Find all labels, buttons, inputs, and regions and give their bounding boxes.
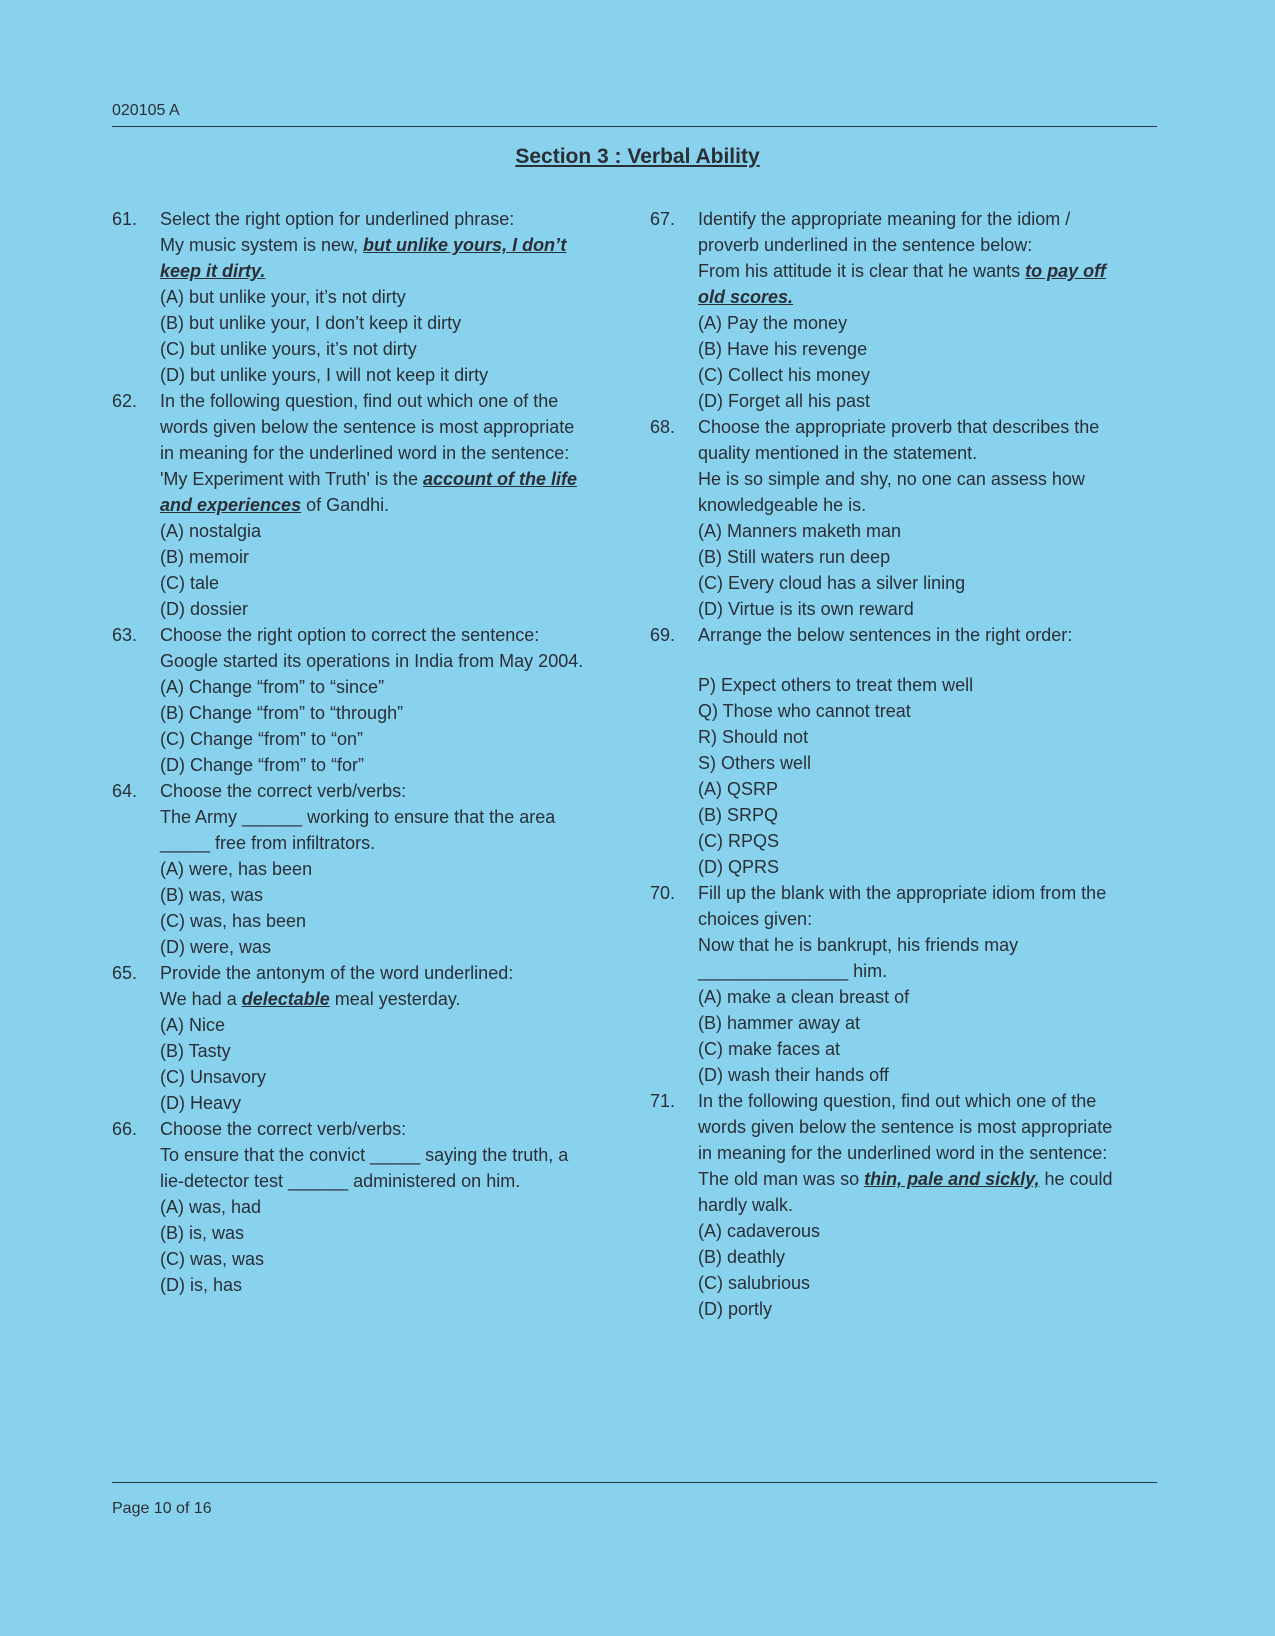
question-70 bbox=[650, 880, 1155, 1088]
question-text: Fill up the blank with the appropriate idiom from the bbox=[698, 883, 1107, 903]
question-text: Choose the correct verb/verbs: bbox=[160, 1119, 407, 1139]
option-a: (A) nostalgia bbox=[160, 521, 262, 541]
option-a: (A) but unlike your, it’s not dirty bbox=[160, 287, 406, 307]
page-number: Page 10 of 16 bbox=[112, 1500, 212, 1517]
question-text: Now that he is bankrupt, his friends may bbox=[698, 935, 1019, 955]
question-61 bbox=[112, 206, 622, 388]
question-66 bbox=[112, 1116, 622, 1298]
option-b: (B) was, was bbox=[160, 885, 264, 905]
option-a: (A) Nice bbox=[160, 1015, 226, 1035]
option-d: (D) were, was bbox=[160, 937, 272, 957]
option-c: (C) but unlike yours, it’s not dirty bbox=[160, 339, 417, 359]
question-number: 64. bbox=[112, 781, 138, 801]
question-number: 69. bbox=[650, 625, 676, 645]
option-b: (B) Tasty bbox=[160, 1041, 231, 1061]
question-number: 61. bbox=[112, 209, 138, 229]
option-b: (B) deathly bbox=[698, 1247, 786, 1267]
option-c: (C) was, was bbox=[160, 1249, 265, 1269]
option-c: (C) was, has been bbox=[160, 911, 307, 931]
question-text: _______________ him. bbox=[698, 961, 888, 981]
question-text bbox=[160, 986, 622, 1012]
question-text: Choose the appropriate proverb that describes the bbox=[698, 417, 1100, 437]
question-text bbox=[160, 492, 622, 518]
question-number: 70. bbox=[650, 883, 676, 903]
question-text bbox=[698, 258, 1155, 284]
question-text: In the following question, find out which one of the bbox=[160, 391, 559, 411]
option-b: (B) but unlike your, I don’t keep it dirty bbox=[160, 313, 462, 333]
question-text: Choose the right option to correct the sentence: bbox=[160, 625, 540, 645]
question-text: To ensure that the convict _____ saying the truth, a bbox=[160, 1145, 569, 1165]
question-65 bbox=[112, 960, 622, 1116]
spacer bbox=[698, 648, 1155, 672]
question-text: words given below the sentence is most appropriate bbox=[698, 1117, 1113, 1137]
option-c: (C) RPQS bbox=[698, 831, 779, 851]
question-text bbox=[160, 466, 622, 492]
sentence-q: Q) Those who cannot treat bbox=[698, 701, 911, 721]
option-b: (B) is, was bbox=[160, 1223, 245, 1243]
underlined-phrase: to pay off bbox=[1025, 261, 1106, 281]
option-b: (B) hammer away at bbox=[698, 1013, 861, 1033]
header-rule bbox=[112, 126, 1157, 127]
question-text bbox=[160, 232, 622, 258]
option-d: (D) but unlike yours, I will not keep it dirty bbox=[160, 365, 489, 385]
question-text: _____ free from infiltrators. bbox=[160, 833, 376, 853]
text: The old man was so bbox=[698, 1169, 865, 1189]
option-d: (D) Heavy bbox=[160, 1093, 242, 1113]
underlined-phrase: thin, pale and sickly, bbox=[864, 1169, 1040, 1189]
option-b: (B) memoir bbox=[160, 547, 249, 567]
option-a: (A) make a clean breast of bbox=[698, 987, 910, 1007]
question-69 bbox=[650, 622, 1155, 880]
question-text: proverb underlined in the sentence below: bbox=[698, 235, 1033, 255]
option-d: (D) is, has bbox=[160, 1275, 243, 1295]
option-b: (B) Have his revenge bbox=[698, 339, 868, 359]
question-text: lie-detector test ______ administered on him. bbox=[160, 1171, 521, 1191]
option-b: (B) Still waters run deep bbox=[698, 547, 891, 567]
option-d: (D) portly bbox=[698, 1299, 773, 1319]
option-c: (C) Change “from” to “on” bbox=[160, 729, 364, 749]
question-number: 63. bbox=[112, 625, 138, 645]
question-text: words given below the sentence is most appropriate bbox=[160, 417, 575, 437]
option-a: (A) cadaverous bbox=[698, 1221, 821, 1241]
question-text: The Army ______ working to ensure that the area bbox=[160, 807, 556, 827]
text: he could bbox=[1039, 1169, 1113, 1189]
option-d: (D) Change “from” to “for” bbox=[160, 755, 365, 775]
option-a: (A) Manners maketh man bbox=[698, 521, 902, 541]
text: My music system is new, bbox=[160, 235, 364, 255]
option-c: (C) tale bbox=[160, 573, 220, 593]
option-b: (B) Change “from” to “through” bbox=[160, 703, 404, 723]
option-c: (C) make faces at bbox=[698, 1039, 841, 1059]
option-d: (D) dossier bbox=[160, 599, 249, 619]
option-d: (D) wash their hands off bbox=[698, 1065, 889, 1085]
option-a: (A) QSRP bbox=[698, 779, 779, 799]
question-text bbox=[160, 258, 622, 284]
text: 'My Experiment with Truth' is the bbox=[160, 469, 423, 489]
question-text: Identify the appropriate meaning for the idiom / bbox=[698, 209, 1071, 229]
question-text: choices given: bbox=[698, 909, 813, 929]
option-d: (D) QPRS bbox=[698, 857, 779, 877]
option-b: (B) SRPQ bbox=[698, 805, 779, 825]
question-number: 71. bbox=[650, 1091, 676, 1111]
question-62 bbox=[112, 388, 622, 622]
question-text: He is so simple and shy, no one can assess how bbox=[698, 469, 1085, 489]
question-text: Google started its operations in India from May 2004. bbox=[160, 651, 584, 671]
question-text: In the following question, find out which one of the bbox=[698, 1091, 1097, 1111]
sentence-p: P) Expect others to treat them well bbox=[698, 675, 974, 695]
question-text bbox=[698, 284, 1155, 310]
underlined-phrase: but unlike yours, I don’t bbox=[363, 235, 567, 255]
text: meal yesterday. bbox=[329, 989, 461, 1009]
question-text: Arrange the below sentences in the right order: bbox=[698, 625, 1073, 645]
question-71 bbox=[650, 1088, 1155, 1322]
question-67 bbox=[650, 206, 1155, 414]
text: of Gandhi. bbox=[301, 495, 390, 515]
question-text: hardly walk. bbox=[698, 1195, 794, 1215]
text: We had a bbox=[160, 989, 242, 1009]
question-63 bbox=[112, 622, 622, 778]
option-d: (D) Virtue is its own reward bbox=[698, 599, 914, 619]
underlined-phrase: old scores. bbox=[698, 287, 794, 307]
question-text: Provide the antonym of the word underlined: bbox=[160, 963, 514, 983]
question-text bbox=[698, 1166, 1155, 1192]
option-c: (C) Collect his money bbox=[698, 365, 871, 385]
question-68 bbox=[650, 414, 1155, 622]
underlined-phrase: delectable bbox=[241, 989, 330, 1009]
option-d: (D) Forget all his past bbox=[698, 391, 871, 411]
question-number: 62. bbox=[112, 391, 138, 411]
paper-code: 020105 A bbox=[112, 102, 180, 119]
left-column bbox=[112, 206, 622, 1298]
option-c: (C) Unsavory bbox=[160, 1067, 267, 1087]
footer-rule bbox=[112, 1482, 1157, 1483]
option-a: (A) was, had bbox=[160, 1197, 262, 1217]
option-c: (C) salubrious bbox=[698, 1273, 811, 1293]
sentence-r: R) Should not bbox=[698, 727, 809, 747]
question-text: in meaning for the underlined word in the sentence: bbox=[160, 443, 570, 463]
question-text: Select the right option for underlined phrase: bbox=[160, 209, 515, 229]
text: From his attitude it is clear that he wants bbox=[698, 261, 1026, 281]
right-column bbox=[650, 206, 1155, 1322]
question-number: 68. bbox=[650, 417, 676, 437]
sentence-s: S) Others well bbox=[698, 753, 812, 773]
underlined-phrase: and experiences bbox=[160, 495, 302, 515]
question-text: quality mentioned in the statement. bbox=[698, 443, 978, 463]
question-text: in meaning for the underlined word in the sentence: bbox=[698, 1143, 1108, 1163]
option-c: (C) Every cloud has a silver lining bbox=[698, 573, 966, 593]
question-number: 66. bbox=[112, 1119, 138, 1139]
question-number: 67. bbox=[650, 209, 676, 229]
underlined-phrase: keep it dirty. bbox=[160, 261, 266, 281]
underlined-phrase: account of the life bbox=[422, 469, 577, 489]
option-a: (A) Pay the money bbox=[698, 313, 848, 333]
option-a: (A) were, has been bbox=[160, 859, 313, 879]
section-title: Section 3 : Verbal Ability bbox=[515, 145, 760, 168]
question-text: Choose the correct verb/verbs: bbox=[160, 781, 407, 801]
question-number: 65. bbox=[112, 963, 138, 983]
question-text: knowledgeable he is. bbox=[698, 495, 867, 515]
option-a: (A) Change “from” to “since” bbox=[160, 677, 385, 697]
question-64 bbox=[112, 778, 622, 960]
